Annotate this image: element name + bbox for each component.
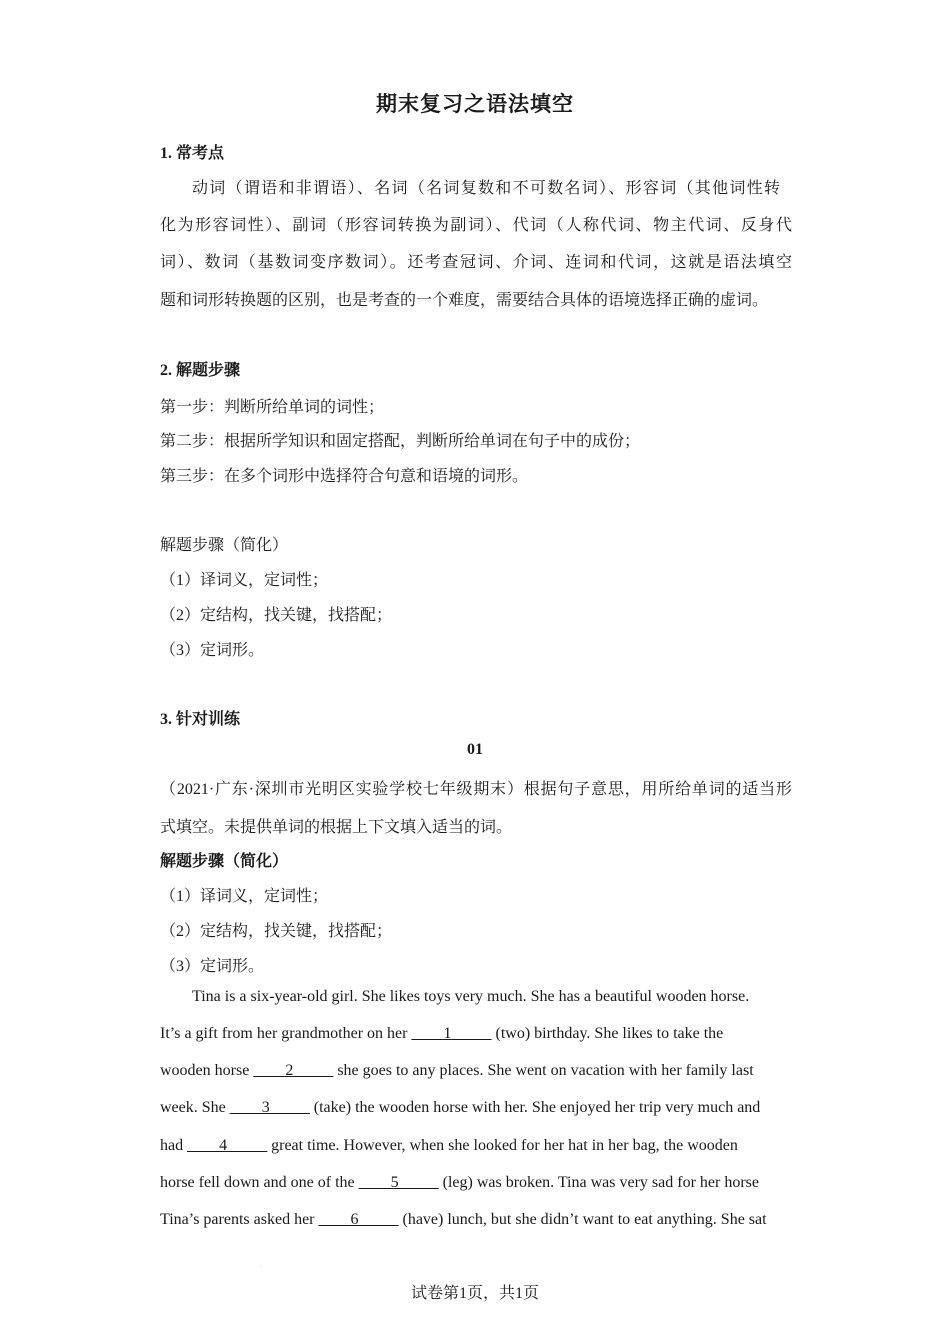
blank-1: ____1_____ (411, 1025, 492, 1042)
blank-2: ____2_____ (253, 1062, 334, 1079)
passage-text: horse fell down and one of the (160, 1174, 359, 1191)
passage-text: wooden horse (160, 1062, 254, 1079)
passage-line (160, 1062, 754, 1080)
section-1-line: 动词（谓语和非谓语）、名词（名词复数和不可数名词）、形容词（其他词性转 (192, 180, 780, 197)
exercise-source: （2021·广东·深圳市光明区实验学校七年级期末）根据句子意思，用所给单词的适当形 (160, 781, 792, 798)
passage-line (160, 1174, 759, 1192)
passage-text: week. She (160, 1099, 230, 1116)
blank-3: ____3_____ (229, 1099, 310, 1116)
passage-text: (two) birthday. She likes to take the (491, 1025, 724, 1042)
passage-line (160, 1099, 760, 1117)
simplified-step: （2）定结构，找关键，找搭配； (160, 607, 393, 624)
section-1-line: 词）、数词（基数词变序数词）。还考查冠词、介词、连词和代词，这就是语法填空 (160, 254, 792, 271)
passage-text: (leg) was broken. Tina was very sad for her horse (438, 1174, 759, 1191)
section-1-line: 题和词形转换题的区别，也是考查的一个难度，需要结合具体的语境选择正确的虚词。 (160, 292, 769, 309)
passage-text: great time. However, when she looked for her hat in her bag, the wooden (267, 1137, 738, 1154)
simplified-heading: 解题步骤（简化） (160, 537, 289, 554)
exercise-number: 01 (467, 741, 483, 758)
passage-text: she goes to any places. She went on vacation with her family last (333, 1062, 754, 1079)
passage-text: (take) the wooden horse with her. She enjoyed her trip very much and (309, 1099, 761, 1116)
page-title: 期末复习之语法填空 (376, 92, 574, 116)
passage-line (160, 1211, 767, 1229)
passage-text: (have) lunch, but she didn’t want to eat anything. She sat (398, 1211, 767, 1228)
section-1-line: 化为形容词性）、副词（形容词转换为副词）、代词（人称代词、物主代词、反身代 (160, 217, 792, 234)
page-footer: 试卷第1页，共1页 (410, 1285, 539, 1302)
blank-6: ____6_____ (318, 1211, 399, 1228)
passage-text: had (160, 1137, 188, 1154)
exercise-source: 式填空。未提供单词的根据上下文填入适当的词。 (160, 819, 513, 836)
passage-line: Tina is a six-year-old girl. She likes toys very much. She has a beautiful wooden horse. (192, 988, 750, 1005)
blank-4: ____4_____ (187, 1137, 268, 1154)
passage-text: Tina’s parents asked her (160, 1211, 319, 1228)
section-2-heading: 2. 解题步骤 (160, 362, 241, 379)
step-item: 第二步：根据所学知识和固定搭配，判断所给单词在句子中的成份； (160, 433, 641, 450)
steps-heading: 解题步骤（简化） (160, 853, 289, 870)
simplified-step: （2）定结构，找关键，找搭配； (160, 923, 393, 940)
step-item: 第三步：在多个词形中选择符合句意和语境的词形。 (160, 468, 529, 485)
passage-text: It’s a gift from her grandmother on her (160, 1025, 412, 1042)
simplified-step: （3）定词形。 (160, 958, 265, 975)
step-item: 第一步：判断所给单词的词性； (160, 399, 385, 416)
blank-5: ____5_____ (358, 1174, 439, 1191)
section-1-heading: 1. 常考点 (160, 145, 225, 162)
passage-line (160, 1137, 738, 1155)
simplified-step: （1）译词义，定词性； (160, 572, 329, 589)
simplified-step: （1）译词义，定词性； (160, 888, 329, 905)
passage-line (160, 1025, 723, 1043)
simplified-step: （3）定词形。 (160, 642, 265, 659)
scan-dot: · (260, 1264, 262, 1270)
section-3-heading: 3. 针对训练 (160, 711, 241, 728)
